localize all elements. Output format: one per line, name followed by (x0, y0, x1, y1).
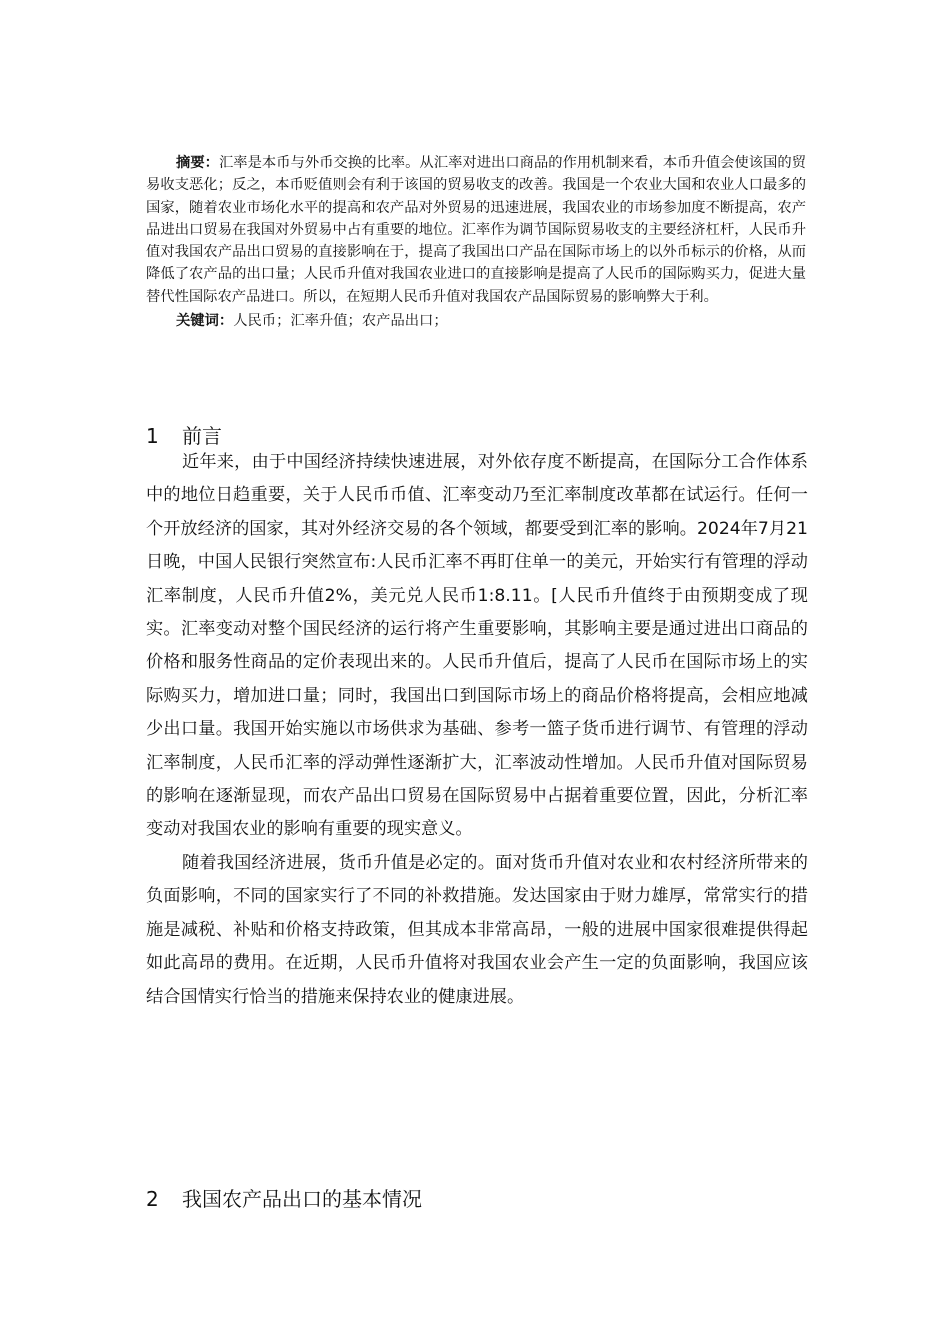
section-2-title: 我国农产品出口的基本情况 (182, 1187, 422, 1211)
keywords-text: 人民币；汇率升值；农产品出口； (233, 313, 448, 330)
section-2-number: 2 (146, 1187, 159, 1211)
keywords-paragraph (146, 310, 806, 332)
keywords-label: 关键词： (176, 313, 234, 330)
section-1-body (146, 446, 808, 1014)
abstract-block (146, 152, 806, 332)
abstract-paragraph (146, 152, 806, 308)
section-1-paragraph: 近年来，由于中国经济持续快速进展，对外依存度不断提高，在国际分工合作体系中的地位日趋重要，关于人民币币值、汇率变动乃至汇率制度改革都在试运行。任何一个开放经济的国家，其对外经济交易的各个领域，都要受到汇率的影响。2024年7月21日晚，中国人民银行突然宣布:人民币汇率不再盯住单一的美元，开始实行有管理的浮动汇率制度，人民币升值2%，美元兑人民币1:8.11。[人民币升值终于由预期变成了现实。汇率变动对整个国民经济的运行将产生重要影响，其影响主要是通过进出口商品的价格和服务性商品的定价表现出来的。人民币升值后，提高了人民币在国际市场上的实际购买力，增加进口量；同时，我国出口到国际市场上的商品价格将提高，会相应地减少出口量。我国开始实施以市场供求为基础、参考一篮子货币进行调节、有管理的浮动汇率制度，人民币汇率的浮动弹性逐渐扩大，汇率波动性增加。人民币升值对国际贸易的影响在逐渐显现，而农产品出口贸易在国际贸易中占据着重要位置，因此，分析汇率变动对我国农业的影响有重要的现实意义。 (146, 452, 808, 840)
abstract-text: 汇率是本币与外币交换的比率。从汇率对进出口商品的作用机制来看，本币升值会使该国的贸易收支恶化；反之，本币贬值则会有利于该国的贸易收支的改善。我国是一个农业大国和农业人口最多的国家，随着农业市场化水平的提高和农产品对外贸易的迅速进展，我国农业的市场参加度不断提高，农产品进出口贸易在我国对外贸易中占有重要的地位。汇率作为调节国际贸易收支的主要经济杠杆，人民币升值对我国农产品出口贸易的直接影响在于，提高了我国出口产品在国际市场上的以外币标示的价格，从而降低了农产品的出口量；人民币升值对我国农业进口的直接影响是提高了人民币的国际购买力，促进大量替代性国际农产品进口。所以，在短期人民币升值对我国农产品国际贸易的影响弊大于利。 (146, 155, 807, 305)
section-1-number: 1 (146, 424, 159, 448)
section-1-title: 前言 (182, 424, 222, 448)
section-2-heading (146, 1185, 422, 1213)
abstract-label: 摘要： (176, 155, 219, 171)
section-1-paragraph: 随着我国经济进展，货币升值是必定的。面对货币升值对农业和农村经济所带来的负面影响，不同的国家实行了不同的补救措施。发达国家由于财力雄厚，常常实行的措施是减税、补贴和价格支持政策，但其成本非常高昂，一般的进展中国家很难提供得起如此高昂的费用。在近期，人民币升值将对我国农业会产生一定的负面影响，我国应该结合国情实行恰当的措施来保持农业的健康进展。 (146, 852, 808, 1007)
